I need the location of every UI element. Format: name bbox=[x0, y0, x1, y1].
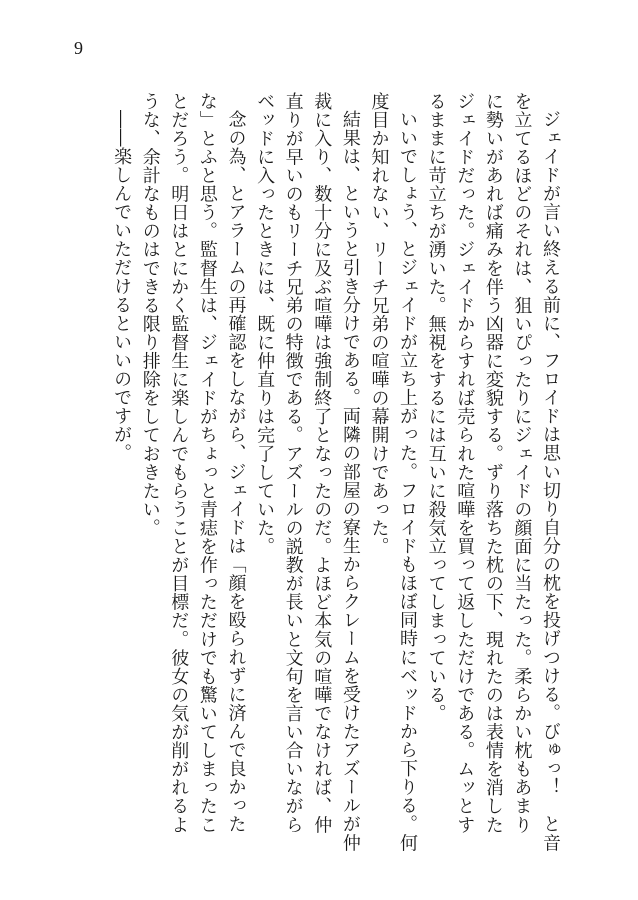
paragraph: ――楽しんでいただけるといいのですが。 bbox=[111, 110, 133, 463]
page-number: 9 bbox=[74, 38, 83, 58]
paragraph: 結果は、というと引き分けである。両隣の部屋の寮生からクレームを受けたアズールが仲裁に入り、数十分に及ぶ喧嘩は強制終了となったのだ。よほど本気の喧嘩でなければ、仲直りが早いのもリーチ兄弟の特徴である。アズールの説教が長いと文句を言い合いながらベッドに入ったときには、既に仲直りは完了していた。 bbox=[254, 92, 361, 852]
paragraph: いいでしょう、とジェイドが立ち上がった。フロイドもほぼ同時にベッドから下りる。何度目か知れない、リーチ兄弟の喧嘩の幕開けであった。 bbox=[368, 92, 419, 852]
body-text bbox=[107, 92, 565, 852]
paragraph: 念の為、とアラームの再確認をしながら、ジェイドは「顔を殴られずに済んで良かったな」とふと思う。監督生は、ジェイドがちょっと青痣を作っただけでも驚いてしまったことだろう。明日はとにかく監督生に楽しんでもらうことが目標だ。彼女の気が削がれるような、余計なものはできる限り排除をしておきたい。 bbox=[139, 92, 247, 834]
paragraph: ジェイドが言い終える前に、フロイドは思い切り自分の枕を投げつける。びゅっ！ と音を立てるほどのそれは、狙いぴったりにジェイドの顔面に当たった。柔らかい枕もあまりに勢いがあれば痛みを伴う凶器に変貌する。ずり落ちた枕の下、現れたのは表情を消したジェイドだった。ジェイドからすれば売られた喧嘩を買って返しただけである。ムッとするままに苛立ちが湧いた。無視をするには互いに殺気立ってしまっている。 bbox=[425, 92, 561, 852]
